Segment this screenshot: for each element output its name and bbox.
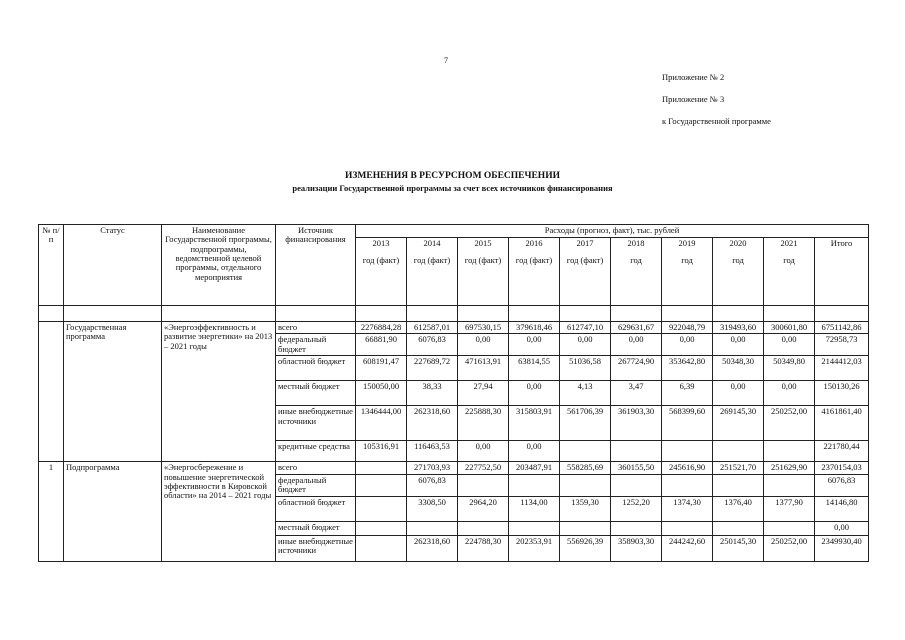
value-cell: 203487,91 xyxy=(509,462,560,474)
value-cell: 227689,72 xyxy=(407,356,458,381)
value-cell: 0,00 xyxy=(662,334,713,356)
total-cell: 2144412,03 xyxy=(815,356,869,381)
value-cell: 315803,91 xyxy=(509,406,560,441)
value-cell: 0,00 xyxy=(560,334,611,356)
value-cell: 50349,80 xyxy=(764,356,815,381)
value-cell: 319493,60 xyxy=(713,322,764,334)
value-cell: 361903,30 xyxy=(611,406,662,441)
total-cell: 0,00 xyxy=(815,521,869,535)
total-cell: 150130,26 xyxy=(815,381,869,406)
value-cell: 250252,00 xyxy=(764,535,815,561)
value-cell: 150050,00 xyxy=(356,381,407,406)
value-cell: 1376,40 xyxy=(713,496,764,521)
value-cell: 561706,39 xyxy=(560,406,611,441)
appendix-line-2: Приложение № 3 xyxy=(662,94,725,104)
total-cell: 6076,83 xyxy=(815,474,869,496)
value-cell: 105316,91 xyxy=(356,441,407,462)
value-cell: 608191,47 xyxy=(356,356,407,381)
value-cell: 66881,90 xyxy=(356,334,407,356)
group-name: «Энергосбережение и повышение энергетической эффективности в Кировской области» на 2014 – 2021 годы xyxy=(162,462,276,561)
source-cell: иные внебюджетные источники xyxy=(276,406,356,441)
value-cell: 269145,30 xyxy=(713,406,764,441)
resource-table xyxy=(38,224,869,562)
total-cell: 221780,44 xyxy=(815,441,869,462)
group-status: Государственная программа xyxy=(64,322,162,462)
source-cell: кредитные средства xyxy=(276,441,356,462)
spacer-cell xyxy=(276,306,356,322)
value-cell xyxy=(764,521,815,535)
total-cell: 2370154,03 xyxy=(815,462,869,474)
value-cell xyxy=(611,521,662,535)
table-row xyxy=(39,322,869,334)
value-cell: 3308,50 xyxy=(407,496,458,521)
value-cell xyxy=(662,474,713,496)
value-cell: 251629,90 xyxy=(764,462,815,474)
header-total: Итого xyxy=(815,238,869,306)
value-cell xyxy=(713,474,764,496)
value-cell: 629631,67 xyxy=(611,322,662,334)
spacer-cell xyxy=(458,306,509,322)
value-cell: 0,00 xyxy=(611,334,662,356)
value-cell xyxy=(458,521,509,535)
value-cell xyxy=(458,474,509,496)
group-num xyxy=(39,322,64,462)
value-cell: 0,00 xyxy=(764,381,815,406)
value-cell: 612747,10 xyxy=(560,322,611,334)
value-cell: 353642,80 xyxy=(662,356,713,381)
value-cell: 227752,50 xyxy=(458,462,509,474)
value-cell: 300601,80 xyxy=(764,322,815,334)
page-number: 7 xyxy=(444,56,448,65)
value-cell: 1377,90 xyxy=(764,496,815,521)
value-cell xyxy=(662,441,713,462)
value-cell: 1374,30 xyxy=(662,496,713,521)
value-cell xyxy=(560,521,611,535)
value-cell: 1134,00 xyxy=(509,496,560,521)
spacer-cell xyxy=(560,306,611,322)
value-cell: 0,00 xyxy=(509,441,560,462)
value-cell: 697530,15 xyxy=(458,322,509,334)
header-num: № п/п xyxy=(39,225,64,306)
value-cell: 922048,79 xyxy=(662,322,713,334)
value-cell: 202353,91 xyxy=(509,535,560,561)
value-cell: 6076,83 xyxy=(407,334,458,356)
value-cell: 556926,39 xyxy=(560,535,611,561)
header-source: Источник финансирования xyxy=(276,225,356,306)
value-cell xyxy=(356,521,407,535)
value-cell: 1359,30 xyxy=(560,496,611,521)
value-cell: 27,94 xyxy=(458,381,509,406)
value-cell: 2964,20 xyxy=(458,496,509,521)
spacer-cell xyxy=(815,306,869,322)
value-cell: 250145,30 xyxy=(713,535,764,561)
value-cell: 0,00 xyxy=(458,334,509,356)
value-cell: 558285,69 xyxy=(560,462,611,474)
value-cell: 612587,01 xyxy=(407,322,458,334)
value-cell: 271703,93 xyxy=(407,462,458,474)
value-cell xyxy=(611,474,662,496)
value-cell xyxy=(407,521,458,535)
header-year-2017: 2017 год (факт) xyxy=(560,238,611,306)
source-cell: областной бюджет xyxy=(276,496,356,521)
appendix-line-1: Приложение № 2 xyxy=(662,72,725,82)
value-cell: 2276884,28 xyxy=(356,322,407,334)
value-cell: 251521,70 xyxy=(713,462,764,474)
value-cell: 471613,91 xyxy=(458,356,509,381)
spacer-cell xyxy=(509,306,560,322)
group-subprogram xyxy=(39,462,869,561)
value-cell xyxy=(356,535,407,561)
document-subtitle: реализации Государственной программы за счет всех источников финансирования xyxy=(292,183,613,193)
group-status: Подпрограмма xyxy=(64,462,162,561)
source-cell: иные внебюджетные источники xyxy=(276,535,356,561)
value-cell: 224788,30 xyxy=(458,535,509,561)
value-cell xyxy=(356,474,407,496)
value-cell: 116463,53 xyxy=(407,441,458,462)
source-cell: всего xyxy=(276,322,356,334)
spacer-cell xyxy=(662,306,713,322)
value-cell: 51036,58 xyxy=(560,356,611,381)
spacer-cell xyxy=(162,306,276,322)
spacer-cell xyxy=(611,306,662,322)
value-cell: 262318,60 xyxy=(407,406,458,441)
value-cell: 244242,60 xyxy=(662,535,713,561)
group-num: 1 xyxy=(39,462,64,561)
header-year-2018: 2018 год xyxy=(611,238,662,306)
header-year-2021: 2021 год xyxy=(764,238,815,306)
value-cell: 358903,30 xyxy=(611,535,662,561)
value-cell: 50348,30 xyxy=(713,356,764,381)
header-name: Наименование Государственной программы, подпрограммы, ведомственной целевой программы, отдельного мероприятия xyxy=(162,225,276,306)
header-year-2014: 2014 год (факт) xyxy=(407,238,458,306)
value-cell: 0,00 xyxy=(509,381,560,406)
spacer-cell xyxy=(713,306,764,322)
value-cell: 250252,00 xyxy=(764,406,815,441)
header-expenses: Расходы (прогноз, факт), тыс. рублей xyxy=(356,225,869,238)
value-cell: 225888,30 xyxy=(458,406,509,441)
value-cell xyxy=(509,474,560,496)
spacer-cell xyxy=(39,306,64,322)
value-cell: 4,13 xyxy=(560,381,611,406)
value-cell: 379618,46 xyxy=(509,322,560,334)
value-cell: 1346444,00 xyxy=(356,406,407,441)
value-cell xyxy=(356,496,407,521)
value-cell: 0,00 xyxy=(458,441,509,462)
value-cell: 0,00 xyxy=(509,334,560,356)
source-cell: областной бюджет xyxy=(276,356,356,381)
header-year-2016: 2016 год (факт) xyxy=(509,238,560,306)
total-cell: 2349930,40 xyxy=(815,535,869,561)
value-cell: 3,47 xyxy=(611,381,662,406)
value-cell: 6076,83 xyxy=(407,474,458,496)
source-cell: всего xyxy=(276,462,356,474)
value-cell: 63814,55 xyxy=(509,356,560,381)
header-year-2020: 2020 год xyxy=(713,238,764,306)
value-cell xyxy=(713,521,764,535)
spacer-cell xyxy=(64,306,162,322)
header-year-2019: 2019 год xyxy=(662,238,713,306)
value-cell xyxy=(509,521,560,535)
source-cell: местный бюджет xyxy=(276,521,356,535)
value-cell: 267724,90 xyxy=(611,356,662,381)
value-cell: 6,39 xyxy=(662,381,713,406)
value-cell xyxy=(662,521,713,535)
value-cell: 360155,50 xyxy=(611,462,662,474)
total-cell: 14146,80 xyxy=(815,496,869,521)
total-cell: 4161861,40 xyxy=(815,406,869,441)
total-cell: 6751142,86 xyxy=(815,322,869,334)
spacer-cell xyxy=(764,306,815,322)
value-cell: 0,00 xyxy=(764,334,815,356)
value-cell xyxy=(560,441,611,462)
header-year-2015: 2015 год (факт) xyxy=(458,238,509,306)
value-cell: 0,00 xyxy=(713,334,764,356)
spacer-cell xyxy=(356,306,407,322)
value-cell xyxy=(560,474,611,496)
value-cell: 568399,60 xyxy=(662,406,713,441)
source-cell: федеральный бюджет xyxy=(276,334,356,356)
value-cell xyxy=(764,441,815,462)
header-year-2013: 2013 год (факт) xyxy=(356,238,407,306)
source-cell: местный бюджет xyxy=(276,381,356,406)
total-cell: 72958,73 xyxy=(815,334,869,356)
appendix-line-3: к Государственной программе xyxy=(662,116,771,126)
value-cell xyxy=(713,441,764,462)
value-cell xyxy=(611,441,662,462)
value-cell: 262318,60 xyxy=(407,535,458,561)
header-status: Статус xyxy=(64,225,162,306)
group-name: «Энергоэффективность и развитие энергетики» на 2013 – 2021 годы xyxy=(162,322,276,462)
value-cell: 38,33 xyxy=(407,381,458,406)
value-cell xyxy=(764,474,815,496)
document-title: ИЗМЕНЕНИЯ В РЕСУРСНОМ ОБЕСПЕЧЕНИИ xyxy=(345,171,560,181)
value-cell: 1252,20 xyxy=(611,496,662,521)
value-cell xyxy=(356,462,407,474)
value-cell: 245616,90 xyxy=(662,462,713,474)
source-cell: федеральный бюджет xyxy=(276,474,356,496)
table-row xyxy=(39,462,869,474)
spacer-cell xyxy=(407,306,458,322)
value-cell: 0,00 xyxy=(713,381,764,406)
group-state-program xyxy=(39,322,869,462)
